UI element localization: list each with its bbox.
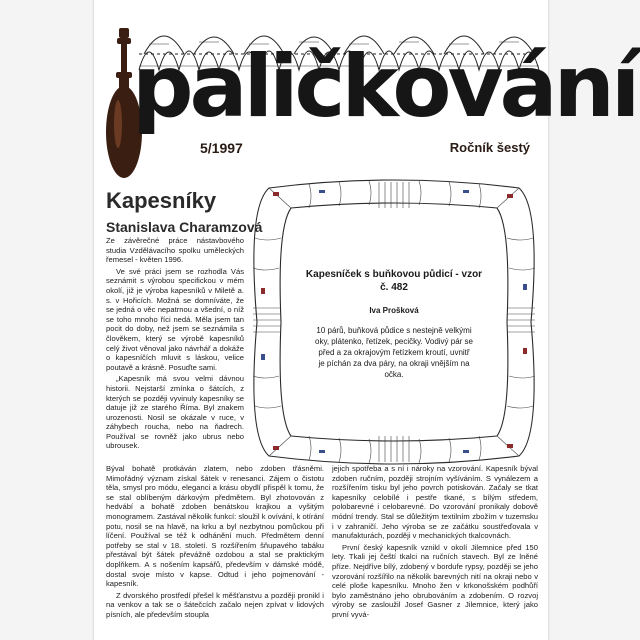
newsletter-page — [94, 0, 637, 640]
article-paragraph: Z dvorského prostředí přešel k měšťanstvu a později pronikl i na venkov a tak se o šátečcích začalo nejen zpívat v lidových písních, ale především stoupla — [106, 590, 324, 619]
figure-caption — [301, 232, 487, 408]
figure-author: Iva Prošková — [369, 306, 419, 315]
article-paragraph: Ve své práci jsem se rozhodla Vás seznámit s výrobou specifickou v mém okolí, již je výroba kapesníků v Miletě a. s. v Hořicích. Možná se domníváte, že se jedná o věc nepatrnou a všední, o níž se toho mnoho říci nedá. Měla jsem tan pocit do doby, než jsem se seznámila s člověkem, který se výrobě kapesníků celý život věnoval jako návrhář a dokáže o kapesníčích mluvit s láskou, velice poutavě a krásně. Posuďte sami. — [106, 266, 244, 372]
article-column-left-bottom — [106, 464, 324, 622]
article-column-left-top — [106, 236, 244, 453]
figure-description: 10 párů, buňková půdice s nestejně velkými oky, plátenko, řetízek, pecičky. Vodivý pár se před a za okrajovým řetízkem kroutí, uvnitř je píchán za dva páry, na okraji vnějším na očka. — [315, 326, 473, 379]
article-paragraph: „Kapesník má svou velmi dávnou historii. Nejstarší zmínka o šátcích, z kterých se později vyvinuly kapesníky se datuje již ze starého Říma. Byl znakem urozenosti. Nosil se okázale v ruce, v záhybech roucha, nebo na ňadrech. Používal se rovněž jako ubrus nebo ubrousek. — [106, 374, 244, 451]
article-paragraph: jejich spotřeba a s ní i nároky na vzorování. Kapesník býval zdoben ručním, později strojním vyšíváním. S vynálezem a rozšířením tisku byl jeho povrch potiskován. Začaly se tkat kapesníky celobílé i pestře tkané, s bílým středem, polobarevné i celobarevné. Do vzorování pronikaly dobově módní trendy. Stal se důležitým textilním zbožím v tuzemsku i v zahraničí. Jeho výroba se ze začátku soustřeďovala v manufakturách, později v mechanických tkalcovnách. — [332, 464, 538, 541]
article-paragraph: První český kapesník vznikl v okolí Jilemnice před 150 lety. Tkali jej čeští tkalci na ručních stavech. Byl ze lněné příze. Nejdříve bílý, zdobený v bordufe rypsy, později se jeho vzorování rozšířilo na několik barevných nití na okraji nebo v celé ploše kapesníku. Mnoho žen v krkonošském podhůří bylo zaměstnáno jeho obrubováním a zdobením. O rozvoj výroby se zasloužil Josef Gasner z Jilemnice, který jako první vyvá- — [332, 542, 538, 619]
masthead-title: paličkování — [132, 37, 637, 137]
article-title: Kapesníky — [106, 188, 217, 213]
article-author: Stanislava Charamzová — [106, 219, 263, 235]
issue-number: 5/1997 — [200, 140, 243, 156]
article-paragraph: Ze závěrečné práce nástavbového studia Vzdělávacího spolku uměleckých řemesel - květen 1996. — [106, 236, 244, 265]
article-column-right — [332, 464, 538, 622]
figure-title: Kapesníček s buňkovou půdicí - vzor č. 482 — [305, 269, 483, 293]
article-paragraph: Býval bohatě protkáván zlatem, nebo zdoben třásněmi. Mimořádný význam získal šátek v renesanci. Zájem o čistotu těla, smysl pro módu, eleganci a krásu obydlí přispěl k tomu, že se stal oblíbeným dárkovým předmětem. Byl zhotovován z hedvábí a bohatě zdoben benátskou krajkou a vyšitým monogramem. Zastával několik funkcí: sloužil k ovívání, k otírání potu, nosil se na hlavě, na krku a byl nezbytnou pomůckou při líčení. Používal se též k odhánění much. Předmětem denní potřeby se stal v 18. století. S rozšířením šňupavého tabáku přestával být šátek převážně ozdobou a stal se praktickým doplňkem. A s nošením kapsářů, především v dámské módě, dostal svoje místo v kapse. Odtud i jeho pojmenování - kapesník. — [106, 464, 324, 589]
volume-label: Ročník šestý — [449, 140, 530, 155]
